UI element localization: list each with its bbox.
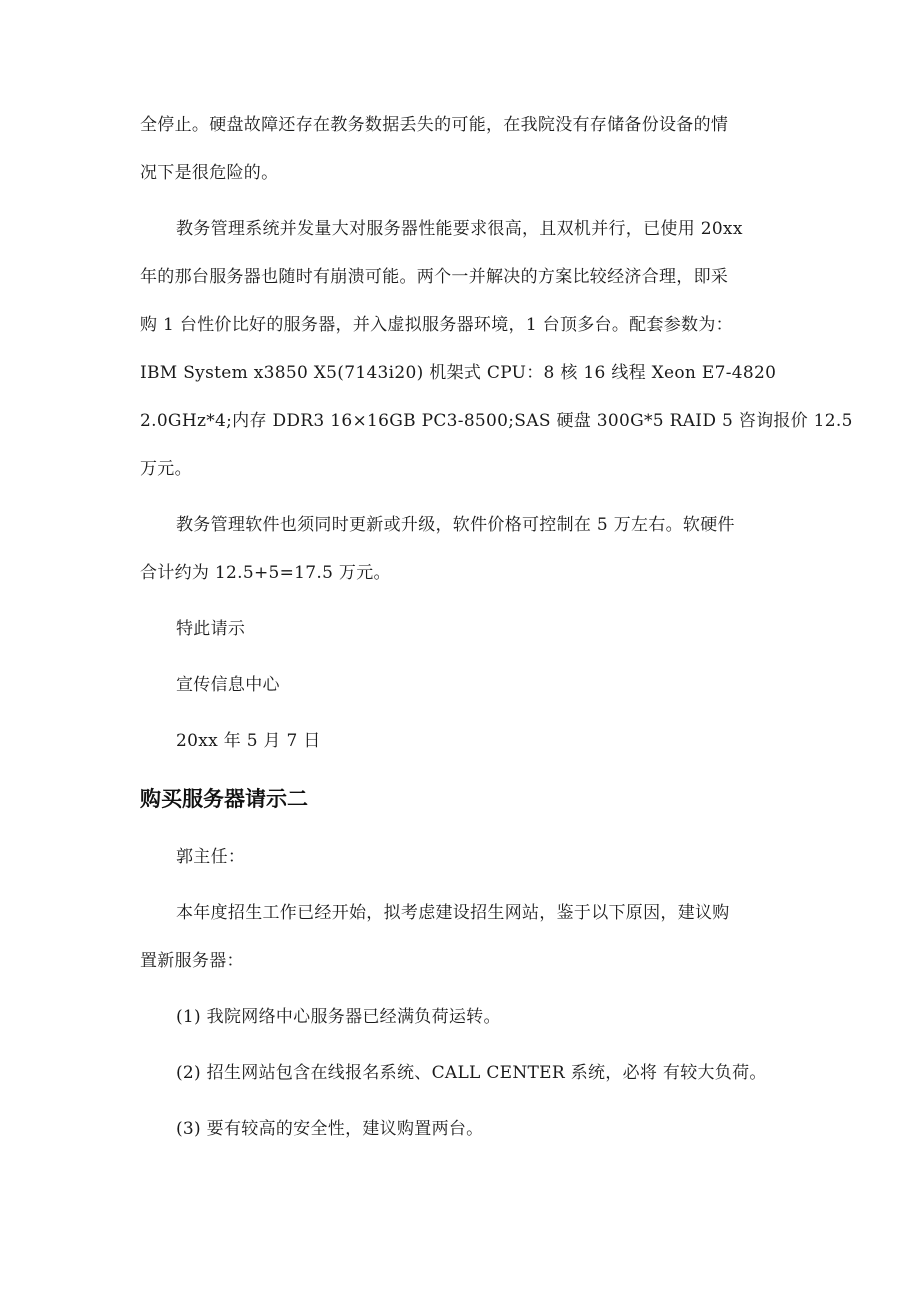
reason-item: (2) 招生网站包含在线报名系统、CALL CENTER 系统，必将 有较大负荷。 (176, 1063, 767, 1083)
body-line: 教务管理软件也须同时更新或升级，软件价格可控制在 5 万左右。软硬件 (176, 515, 735, 535)
body-line: 合计约为 12.5+5=17.5 万元。 (140, 563, 391, 583)
section-heading: 购买服务器请示二 (140, 787, 308, 811)
body-line: 年的那台服务器也随时有崩溃可能。两个一并解决的方案比较经济合理，即采 (140, 267, 729, 287)
body-line: 购 1 台性价比好的服务器，并入虚拟服务器环境，1 台顶多台。配套参数为： (140, 315, 733, 335)
body-line: 全停止。硬盘故障还存在教务数据丢失的可能，在我院没有存储备份设备的情 (140, 115, 729, 135)
body-line: 本年度招生工作已经开始，拟考虑建设招生网站，鉴于以下原因，建议购 (176, 903, 730, 923)
body-line: 况下是很危险的。 (140, 163, 279, 183)
reason-item: (3) 要有较高的安全性，建议购置两台。 (176, 1119, 484, 1139)
body-line: 2.0GHz*4;内存 DDR3 16×16GB PC3-8500;SAS 硬盘 300G*5 RAID 5 咨询报价 12.5 (140, 411, 853, 431)
reason-item: (1) 我院网络中心服务器已经满负荷运转。 (176, 1007, 501, 1027)
body-line: IBM System x3850 X5(7143i20) 机架式 CPU：8 核 16 线程 Xeon E7-4820 (140, 363, 777, 383)
signature: 宣传信息中心 (176, 675, 280, 695)
date: 20xx 年 5 月 7 日 (176, 731, 321, 751)
body-line: 教务管理系统并发量大对服务器性能要求很高，且双机并行，已使用 20xx (176, 219, 743, 239)
closing-text: 特此请示 (176, 619, 246, 639)
body-line: 置新服务器： (140, 951, 244, 971)
body-line: 万元。 (140, 459, 192, 479)
salutation: 郭主任： (176, 847, 246, 867)
